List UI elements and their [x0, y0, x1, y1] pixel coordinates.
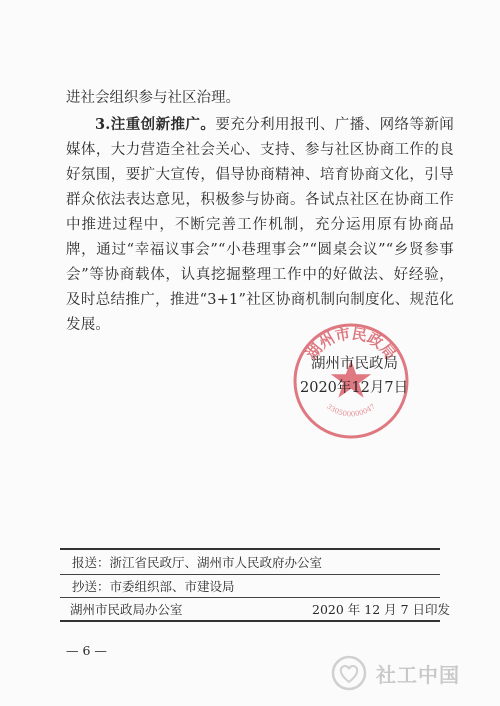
- issue-date: 2020 年 12 月 7 日印发: [312, 602, 451, 617]
- top-rule: [60, 548, 440, 550]
- issuing-office: 湖州市民政局办公室: [70, 602, 183, 617]
- seal-code: 330500000047: [325, 402, 377, 419]
- seal-text-path: 湖州市民政局: [302, 324, 400, 364]
- bottom-rule: [60, 620, 440, 622]
- section-3-body: 要充分利用报刊、广播、网络等新闻媒体，大力营造全社会关心、支持、参与社区协商工作的良好氛围，要扩大宣传，倡导协商精神、培育协商文化，引导群众依法表达意见，积极参与协商。各试点社区在协商工作中推进过程中，不断完善工作机制，充分运用原有协商品牌，通过“幸福议事会”“小巷理事会”“圆桌会议”“乡贤参事会”等协商载体，认真挖掘整理工作中的好做法、好经验，及时总结推广，推进“3+1”社区协商机制向制度化、规范化发展。: [66, 117, 455, 333]
- watermark: [330, 652, 485, 694]
- svg-text:330500000047: [325, 403, 377, 419]
- report-to-line: 报送：浙江省民政厅、湖州市人民政府办公室: [72, 555, 323, 570]
- middle-rule: [60, 574, 440, 575]
- section-3-paragraph: [66, 112, 454, 338]
- continuation-line: 进社会组织参与社区治理。: [66, 90, 240, 106]
- issuance-rule: [60, 597, 440, 598]
- signature-date: 2020年12月7日: [300, 380, 409, 396]
- watermark-text: 社工中国: [376, 662, 460, 687]
- signer-name: 湖州市民政局: [311, 356, 398, 372]
- section-3-heading: 3.注重创新推广。: [95, 116, 216, 133]
- page-number: — 6 —: [66, 643, 107, 658]
- heart-logo-icon: [330, 654, 368, 692]
- copy-to-line: 抄送：市委组织部、市建设局: [72, 579, 235, 594]
